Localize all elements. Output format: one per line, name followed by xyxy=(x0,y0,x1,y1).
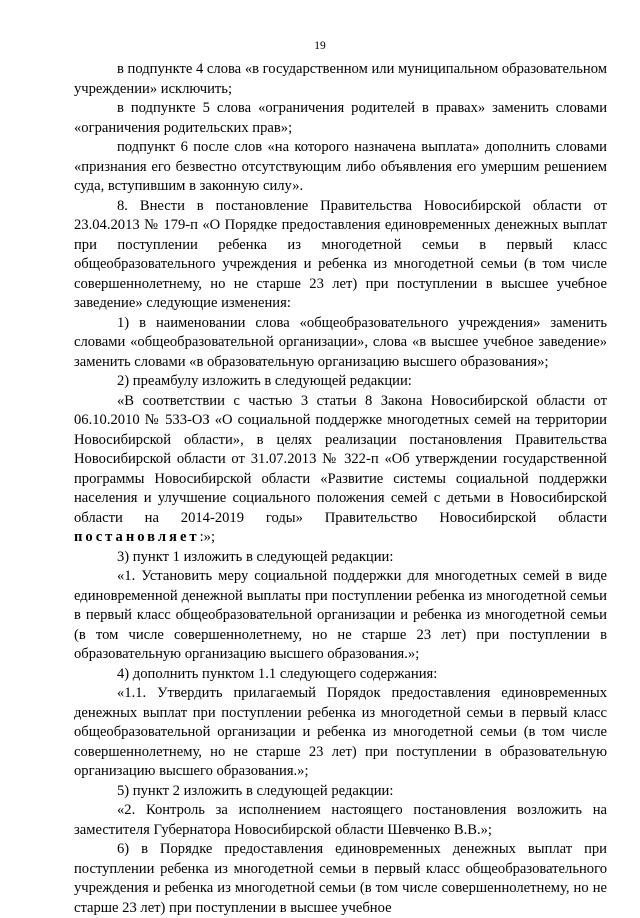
preamble-text: «В соответствии с частью 3 статьи 8 Закона Новосибирской области от 06.10.2010 № 533-ОЗ «О социальной поддержке многодетных семей на территории Новосибирской области», в целях реализации постановления Правительства Новосибирской области от 31.07.2013 № 322-п «Об утверждении государственной программы Новосибирской области «Развитие системы социальной поддержки населения и улучшение социального положения семей с детьми в Новосибирской области на 2014-2019 годы» Правительство Новосибирской области xyxy=(74,392,607,526)
paragraph: 1) в наименовании слова «общеобразовательного учреждения» заменить словами «общеобразовательной организации», слова «в высшее учебное заведение» заменить словами «в образовательную организацию высшего образования»; xyxy=(74,314,607,370)
preamble-ending: :»; xyxy=(199,529,215,545)
paragraph: 5) пункт 2 изложить в следующей редакции: xyxy=(117,782,394,799)
paragraph: 8. Внести в постановление Правительства Новосибирской области от 23.04.2013 № 179-п «О Порядке предоставления единовременных денежных выплат при поступлении ребенка из многодетной семьи в первый класс общеобразовательного учреждения и ребенка из многодетной семьи (в том числе совершеннолетнему, но не старше 23 лет) при поступлении в высшее учебное заведение» следующие изменения: xyxy=(74,197,607,311)
paragraph: «2. Контроль за исполнением настоящего постановления возложить на заместителя Губернатора Новосибирской области Шевченко В.В.»; xyxy=(74,802,607,838)
paragraph: 4) дополнить пунктом 1.1 следующего содержания: xyxy=(117,665,438,682)
preamble-emphasis: постановляет xyxy=(74,529,200,545)
paragraph: 6) в Порядке предоставления единовременных денежных выплат при поступлении ребенка из многодетной семьи в первый класс общеобразовательного учреждения и ребенка из многодетной семьи (в том числе совершеннолетнему, но не старше 23 лет) при поступлении в высшее учебное xyxy=(74,841,607,916)
paragraph: 2) преамбулу изложить в следующей редакции: xyxy=(117,373,412,389)
paragraph: в подпункте 4 слова «в государственном или муниципальном образовательном учреждении» исключить; xyxy=(74,61,607,97)
document-body xyxy=(74,60,607,918)
paragraph: «1.1. Утвердить прилагаемый Порядок предоставления единовременных денежных выплат при поступлении ребенка из многодетной семьи в первый класс общеобразовательной организации и ребенка из многодетной семьи (в том числе совершеннолетнему, но не старше 23 лет) при поступлении в образовательную организацию высшего образования.»; xyxy=(74,685,607,779)
paragraph: в подпункте 5 слова «ограничения родителей в правах» заменить словами «ограничения родительских прав»; xyxy=(74,100,607,136)
page-number: 19 xyxy=(314,40,326,52)
paragraph: «1. Установить меру социальной поддержки для многодетных семей в виде единовременной денежной выплаты при поступлении ребенка из многодетной семьи в первый класс общеобразовательной организации и ребенка из многодетной семьи (в том числе совершеннолетнему, но не старше 23 лет) при поступлении в образовательную организацию высшего образования.»; xyxy=(74,568,607,662)
paragraph: подпункт 6 после слов «на которого назначена выплата» дополнить словами «признания его безвестно отсутствующим либо объявления его умершим решением суда, вступившим в законную силу». xyxy=(74,139,607,194)
paragraph: 3) пункт 1 изложить в следующей редакции: xyxy=(117,548,394,565)
preamble-paragraph xyxy=(74,392,607,548)
